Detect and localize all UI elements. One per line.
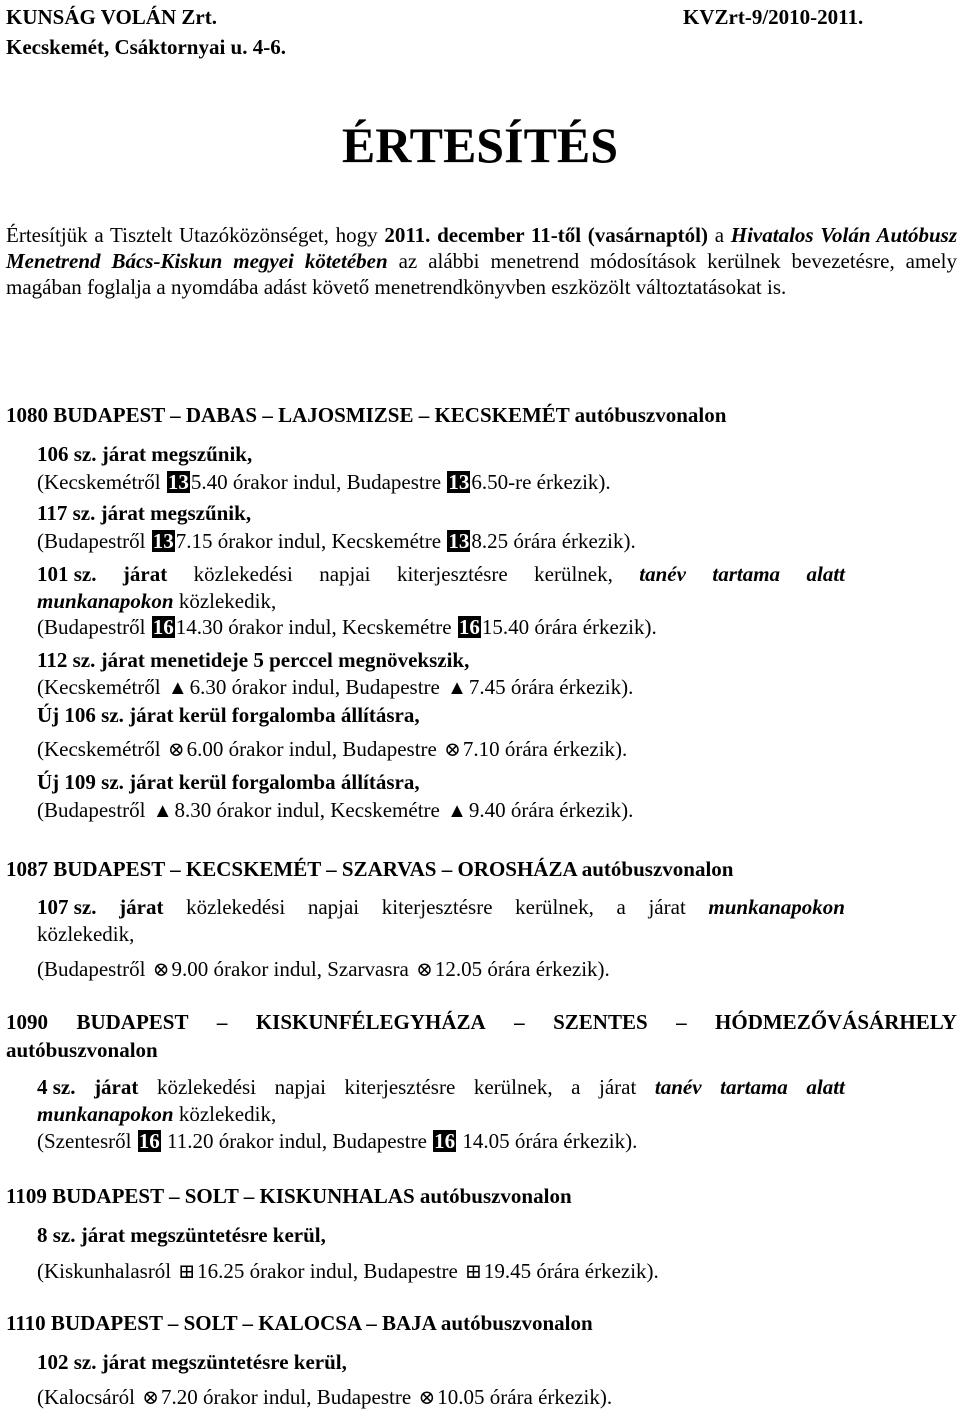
squared-plus-symbol-icon: ⊞ xyxy=(178,1261,196,1283)
r1080-line-4 xyxy=(37,528,636,554)
r1087-line-3 xyxy=(37,956,610,983)
r1080-l4-c: 8.25 órára érkezik). xyxy=(471,529,636,553)
r1087-l1-w0: 107 sz. xyxy=(37,895,97,919)
squared-plus-symbol-icon: ⊞ xyxy=(465,1261,482,1283)
r1090-title-w2: – xyxy=(216,1010,228,1034)
r1080-l9-b: 6.30 órakor indul, Budapestre xyxy=(189,675,446,699)
r1090-title-w5: SZENTES xyxy=(553,1010,648,1034)
r1080-line-13 xyxy=(37,797,633,824)
r1090-l1-w4: kiterjesztésre xyxy=(344,1075,456,1099)
intro-text-2: a xyxy=(707,223,731,247)
r1080-l4-b: 7.15 órakor indul, Kecskemétre xyxy=(175,529,447,553)
r1080-l11-a: (Kecskemétről xyxy=(37,737,166,761)
r1087-l1-w4: kiterjesztésre xyxy=(381,895,493,919)
circled-cross-symbol-icon: ⊗ xyxy=(152,959,170,981)
intro-paragraph xyxy=(6,222,957,300)
r1090-line-1 xyxy=(37,1074,845,1100)
calendar-code-badge: 13 xyxy=(448,470,470,494)
r1090-title-w1: BUDAPEST xyxy=(76,1010,189,1034)
calendar-code-badge: 13 xyxy=(448,529,470,553)
r1080-l5-w1: járat xyxy=(122,562,168,586)
triangle-symbol-icon: ▲ xyxy=(167,677,188,699)
calendar-code-badge: 13 xyxy=(167,470,189,494)
calendar-code-badge: 16 xyxy=(434,1129,456,1153)
r1090-l1-w10: alatt xyxy=(806,1075,845,1099)
r1090-title-w0: 1090 xyxy=(6,1010,48,1034)
intro-text-1: Értesítjük a Tisztelt Utazóközönséget, hogy xyxy=(6,223,385,247)
r1090-l3-c: 14.05 órára érkezik). xyxy=(457,1129,638,1153)
r1109-l2-b: 16.25 órakor indul, Budapestre xyxy=(197,1259,464,1283)
r1087-l1-w8: munkanapokon xyxy=(708,895,845,919)
r1080-line-8: 112 sz. járat menetideje 5 perccel megnövekszik, xyxy=(37,648,470,672)
document-reference: KVZrt-9/2010-2011. xyxy=(683,5,864,29)
circled-cross-symbol-icon: ⊗ xyxy=(167,739,185,761)
r1087-l1-w3: napjai xyxy=(307,895,360,919)
route-1087-title: 1087 BUDAPEST – KECSKEMÉT – SZARVAS – OROSHÁZA autóbuszvonalon xyxy=(6,857,734,881)
r1080-l11-c: 7.10 órára érkezik). xyxy=(462,737,628,761)
r1090-title-w4: – xyxy=(514,1010,525,1034)
r1110-line-2 xyxy=(37,1384,612,1411)
r1080-l5-w7: tartama xyxy=(712,562,781,586)
r1087-l3-c: 12.05 órára érkezik). xyxy=(434,957,610,981)
triangle-symbol-icon: ▲ xyxy=(152,800,173,822)
circled-cross-symbol-icon: ⊗ xyxy=(416,959,433,981)
r1080-l5-w0: 101 sz. xyxy=(37,562,97,586)
r1087-l1-w2: közlekedési xyxy=(186,895,286,919)
r1090-l1-w3: napjai xyxy=(274,1075,326,1099)
r1080-l11-b: 6.00 órakor indul, Budapestre xyxy=(186,737,443,761)
r1090-title-w3: KISKUNFÉLEGYHÁZA xyxy=(255,1010,486,1034)
circled-cross-symbol-icon: ⊗ xyxy=(142,1387,159,1409)
intro-book: Hivatalos Volán Autóbusz Menetrend Bács-Kiskun megyei kötetében xyxy=(6,223,957,273)
r1090-l1-w6: a xyxy=(571,1075,581,1099)
r1090-title-w6: – xyxy=(676,1010,687,1034)
r1080-l2-a: (Kecskemétről xyxy=(37,470,166,494)
r1087-line-2: közlekedik, xyxy=(37,922,135,946)
r1090-l3-a: (Szentesről xyxy=(37,1129,137,1153)
r1080-line-5 xyxy=(37,561,845,587)
route-1109-title: 1109 BUDAPEST – SOLT – KISKUNHALAS autóbuszvonalon xyxy=(6,1184,572,1208)
r1080-line-11 xyxy=(37,736,627,763)
r1080-l5-w3: napjai xyxy=(319,562,371,586)
r1080-line-2 xyxy=(37,469,611,495)
route-1090-title xyxy=(6,1008,957,1064)
r1109-l2-c: 19.45 órára érkezik). xyxy=(483,1259,659,1283)
r1090-title-w7: HÓDMEZŐVÁSÁRHELY xyxy=(715,1010,957,1034)
r1110-l2-c: 10.05 órára érkezik). xyxy=(437,1385,613,1409)
r1087-l3-b: 9.00 órakor indul, Szarvasra xyxy=(171,957,415,981)
calendar-code-badge: 16 xyxy=(138,1129,160,1153)
r1080-l5-w6: tanév xyxy=(639,562,686,586)
page-title: ÉRTESÍTÉS xyxy=(341,117,619,173)
r1110-l2-b: 7.20 órakor indul, Budapestre xyxy=(160,1385,417,1409)
r1090-l1-w0: 4 sz. xyxy=(37,1075,76,1099)
r1080-l9-a: (Kecskemétről xyxy=(37,675,166,699)
r1080-line-7 xyxy=(37,614,657,640)
r1110-l2-a: (Kalocsáról xyxy=(37,1385,141,1409)
r1080-l6-b: közlekedik, xyxy=(173,589,277,613)
r1080-line-9 xyxy=(37,674,633,701)
r1087-line-1 xyxy=(37,894,845,920)
r1090-l1-w7: járat xyxy=(599,1075,637,1099)
r1080-l7-c: 15.40 órára érkezik). xyxy=(481,615,657,639)
r1080-l5-w2: közlekedési xyxy=(193,562,293,586)
r1087-l1-w6: a xyxy=(616,895,626,919)
r1090-l1-w5: kerülnek, xyxy=(473,1075,553,1099)
r1090-l1-w9: tartama xyxy=(720,1075,788,1099)
circled-cross-symbol-icon: ⊗ xyxy=(444,739,461,761)
circled-cross-symbol-icon: ⊗ xyxy=(418,1387,436,1409)
r1090-l1-w8: tanév xyxy=(654,1075,702,1099)
r1080-l4-a: (Budapestről xyxy=(37,529,151,553)
r1110-line-1: 102 sz. járat megszüntetésre kerül, xyxy=(37,1350,347,1374)
r1090-line-2 xyxy=(37,1101,276,1127)
calendar-code-badge: 16 xyxy=(152,615,174,639)
r1090-title-line-2: autóbuszvonalon xyxy=(6,1038,158,1062)
r1090-l1-w1: járat xyxy=(94,1075,139,1099)
company-name: KUNSÁG VOLÁN Zrt. xyxy=(6,5,217,29)
r1080-l13-c: 9.40 órára érkezik). xyxy=(468,798,634,822)
triangle-symbol-icon: ▲ xyxy=(447,677,467,699)
r1109-line-1: 8 sz. járat megszüntetésre kerül, xyxy=(37,1223,326,1247)
r1080-line-6 xyxy=(37,588,276,614)
r1080-l6-a: munkanapokon xyxy=(37,589,174,613)
r1080-l7-b: 14.30 órakor indul, Kecskemétre xyxy=(175,615,457,639)
r1080-l9-c: 7.45 órára érkezik). xyxy=(468,675,634,699)
r1080-l13-b: 8.30 órakor indul, Kecskemétre xyxy=(174,798,446,822)
r1087-l1-w5: kerülnek, xyxy=(515,895,594,919)
company-address: Kecskemét, Csáktornyai u. 4-6. xyxy=(6,35,286,59)
r1080-line-3: 117 sz. járat megszűnik, xyxy=(37,501,252,525)
r1080-line-1: 106 sz. járat megszűnik, xyxy=(37,442,253,466)
calendar-code-badge: 13 xyxy=(152,529,174,553)
r1080-line-12: Új 109 sz. járat kerül forgalomba állításra, xyxy=(37,770,420,794)
r1109-l2-a: (Kiskunhalasról xyxy=(37,1259,177,1283)
r1090-l2-b: közlekedik, xyxy=(173,1102,277,1126)
r1090-l2-a: munkanapokon xyxy=(37,1102,174,1126)
route-1080-title: 1080 BUDAPEST – DABAS – LAJOSMIZSE – KECSKEMÉT autóbuszvonalon xyxy=(6,403,727,427)
r1080-l7-a: (Budapestről xyxy=(37,615,151,639)
r1080-l2-b: 5.40 órakor indul, Budapestre xyxy=(190,470,447,494)
r1080-l2-c: 6.50-re érkezik). xyxy=(471,470,611,494)
r1109-line-2 xyxy=(37,1258,659,1285)
calendar-code-badge: 16 xyxy=(458,615,480,639)
r1080-l5-w4: kiterjesztésre xyxy=(396,562,508,586)
route-1110-title: 1110 BUDAPEST – SOLT – KALOCSA – BAJA autóbuszvonalon xyxy=(6,1311,593,1335)
r1090-line-3 xyxy=(37,1128,637,1154)
r1087-l1-w1: járat xyxy=(119,895,164,919)
r1087-l3-a: (Budapestről xyxy=(37,957,151,981)
r1090-l3-b: 11.20 órakor indul, Budapestre xyxy=(161,1129,433,1153)
r1080-l13-a: (Budapestről xyxy=(37,798,151,822)
triangle-symbol-icon: ▲ xyxy=(447,800,467,822)
r1090-l1-w2: közlekedési xyxy=(156,1075,257,1099)
r1080-l5-w5: kerülnek, xyxy=(534,562,613,586)
r1080-line-10: Új 106 sz. járat kerül forgalomba állításra, xyxy=(37,703,420,727)
r1080-l5-w8: alatt xyxy=(806,562,845,586)
intro-date: 2011. december 11-től (vasárnaptól) xyxy=(384,223,708,247)
intro-text-3: az alábbi menetrend módosítások kerülnek bevezetésre, amely magában foglalja a nyomdába adást követő menetrendkönyvben eszközölt változtatásokat is. xyxy=(6,249,957,299)
r1087-l1-w7: járat xyxy=(648,895,686,919)
